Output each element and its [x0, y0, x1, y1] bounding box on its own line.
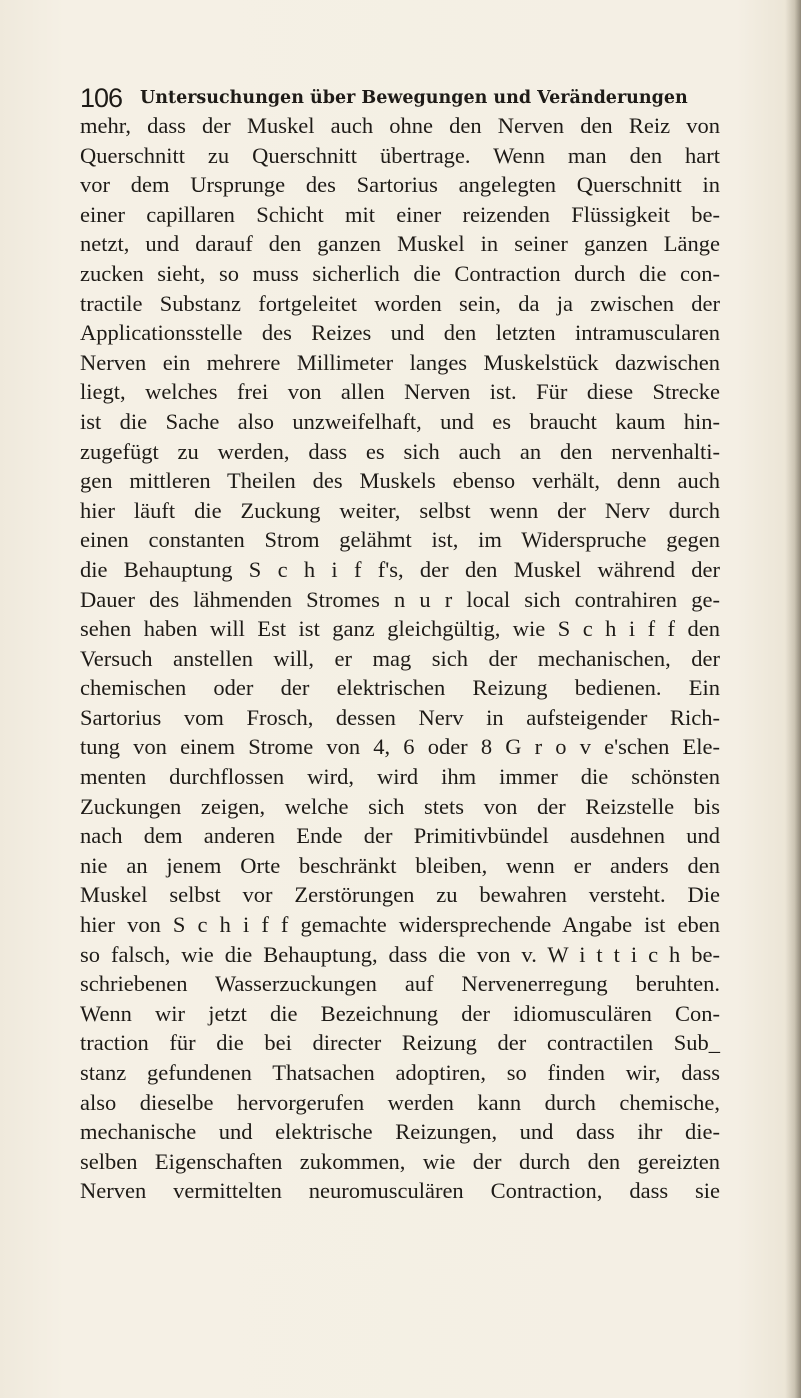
text-line: mechanische und elektrische Reizungen, und dass ihr die-	[80, 1119, 720, 1145]
text-line: Nerven ein mehrere Millimeter langes Muskelstück dazwischen	[80, 349, 720, 375]
text-line: hier von S c h i f f gemachte widersprechende Angabe ist eben	[80, 912, 720, 938]
text-line: liegt, welches frei von allen Nerven ist. Für diese Strecke	[80, 379, 720, 405]
text-line: chemischen oder der elektrischen Reizung bedienen. Ein	[80, 675, 720, 701]
text-line: menten durchflossen wird, wird ihm immer die schönsten	[80, 764, 720, 790]
text-line: hier läuft die Zuckung weiter, selbst wenn der Nerv durch	[80, 497, 720, 523]
body-text	[80, 111, 720, 1206]
text-line: netzt, und darauf den ganzen Muskel in seiner ganzen Länge	[80, 231, 720, 257]
text-line: einen constanten Strom gelähmt ist, im Widerspruche gegen	[80, 527, 720, 553]
text-line: Wenn wir jetzt die Bezeichnung der idiomusculären Con-	[80, 1000, 720, 1026]
page-number: 106	[80, 83, 123, 113]
text-line: so falsch, wie die Behauptung, dass die von v. W i t t i c h be-	[80, 941, 720, 967]
text-line: Nerven vermittelten neuromusculären Contraction, dass sie	[80, 1178, 720, 1204]
running-head: Untersuchungen über Bewegungen und Veränderungen	[140, 88, 688, 108]
page-edge-shadow	[785, 0, 801, 1398]
text-line: Dauer des lähmenden Stromes n u r local sich contrahiren ge-	[80, 586, 720, 612]
text-line: Muskel selbst vor Zerstörungen zu bewahren versteht. Die	[80, 882, 720, 908]
text-line: ist die Sache also unzweifelhaft, und es braucht kaum hin-	[80, 408, 720, 434]
text-line: Sartorius vom Frosch, dessen Nerv in aufsteigender Rich-	[80, 704, 720, 730]
text-line: Querschnitt zu Querschnitt übertrage. Wenn man den hart	[80, 142, 720, 168]
text-line: zugefügt zu werden, dass es sich auch an den nervenhalti-	[80, 438, 720, 464]
text-line: die Behauptung S c h i f f's, der den Muskel während der	[80, 556, 720, 582]
text-line: zucken sieht, so muss sicherlich die Contraction durch die con-	[80, 260, 720, 286]
text-line: nach dem anderen Ende der Primitivbündel ausdehnen und	[80, 823, 720, 849]
text-line: schriebenen Wasserzuckungen auf Nervenerregung beruhten.	[80, 971, 720, 997]
text-line: Versuch anstellen will, er mag sich der mechanischen, der	[80, 645, 720, 671]
text-line: Applicationsstelle des Reizes und den letzten intramuscularen	[80, 320, 720, 346]
text-line: tung von einem Strome von 4, 6 oder 8 G r o v e'schen Ele-	[80, 734, 720, 760]
text-line: mehr, dass der Muskel auch ohne den Nerven den Reiz von	[80, 113, 720, 138]
text-line: traction für die bei directer Reizung der contractilen Sub_	[80, 1030, 720, 1056]
text-line: vor dem Ursprunge des Sartorius angelegten Querschnitt in	[80, 172, 720, 198]
text-line: selben Eigenschaften zukommen, wie der durch den gereizten	[80, 1148, 720, 1174]
text-line: Zuckungen zeigen, welche sich stets von der Reizstelle bis	[80, 793, 720, 819]
text-line: gen mittleren Theilen des Muskels ebenso verhält, denn auch	[80, 468, 720, 494]
text-line: also dieselbe hervorgerufen werden kann durch chemische,	[80, 1089, 720, 1115]
text-line: nie an jenem Orte beschränkt bleiben, wenn er anders den	[80, 852, 720, 878]
text-line: tractile Substanz fortgeleitet worden sein, da ja zwischen der	[80, 290, 720, 316]
text-line: sehen haben will Est ist ganz gleichgültig, wie S c h i f f den	[80, 616, 720, 642]
text-line: stanz gefundenen Thatsachen adoptiren, so finden wir, dass	[80, 1060, 720, 1085]
text-line: einer capillaren Schicht mit einer reizenden Flüssigkeit be-	[80, 201, 720, 227]
